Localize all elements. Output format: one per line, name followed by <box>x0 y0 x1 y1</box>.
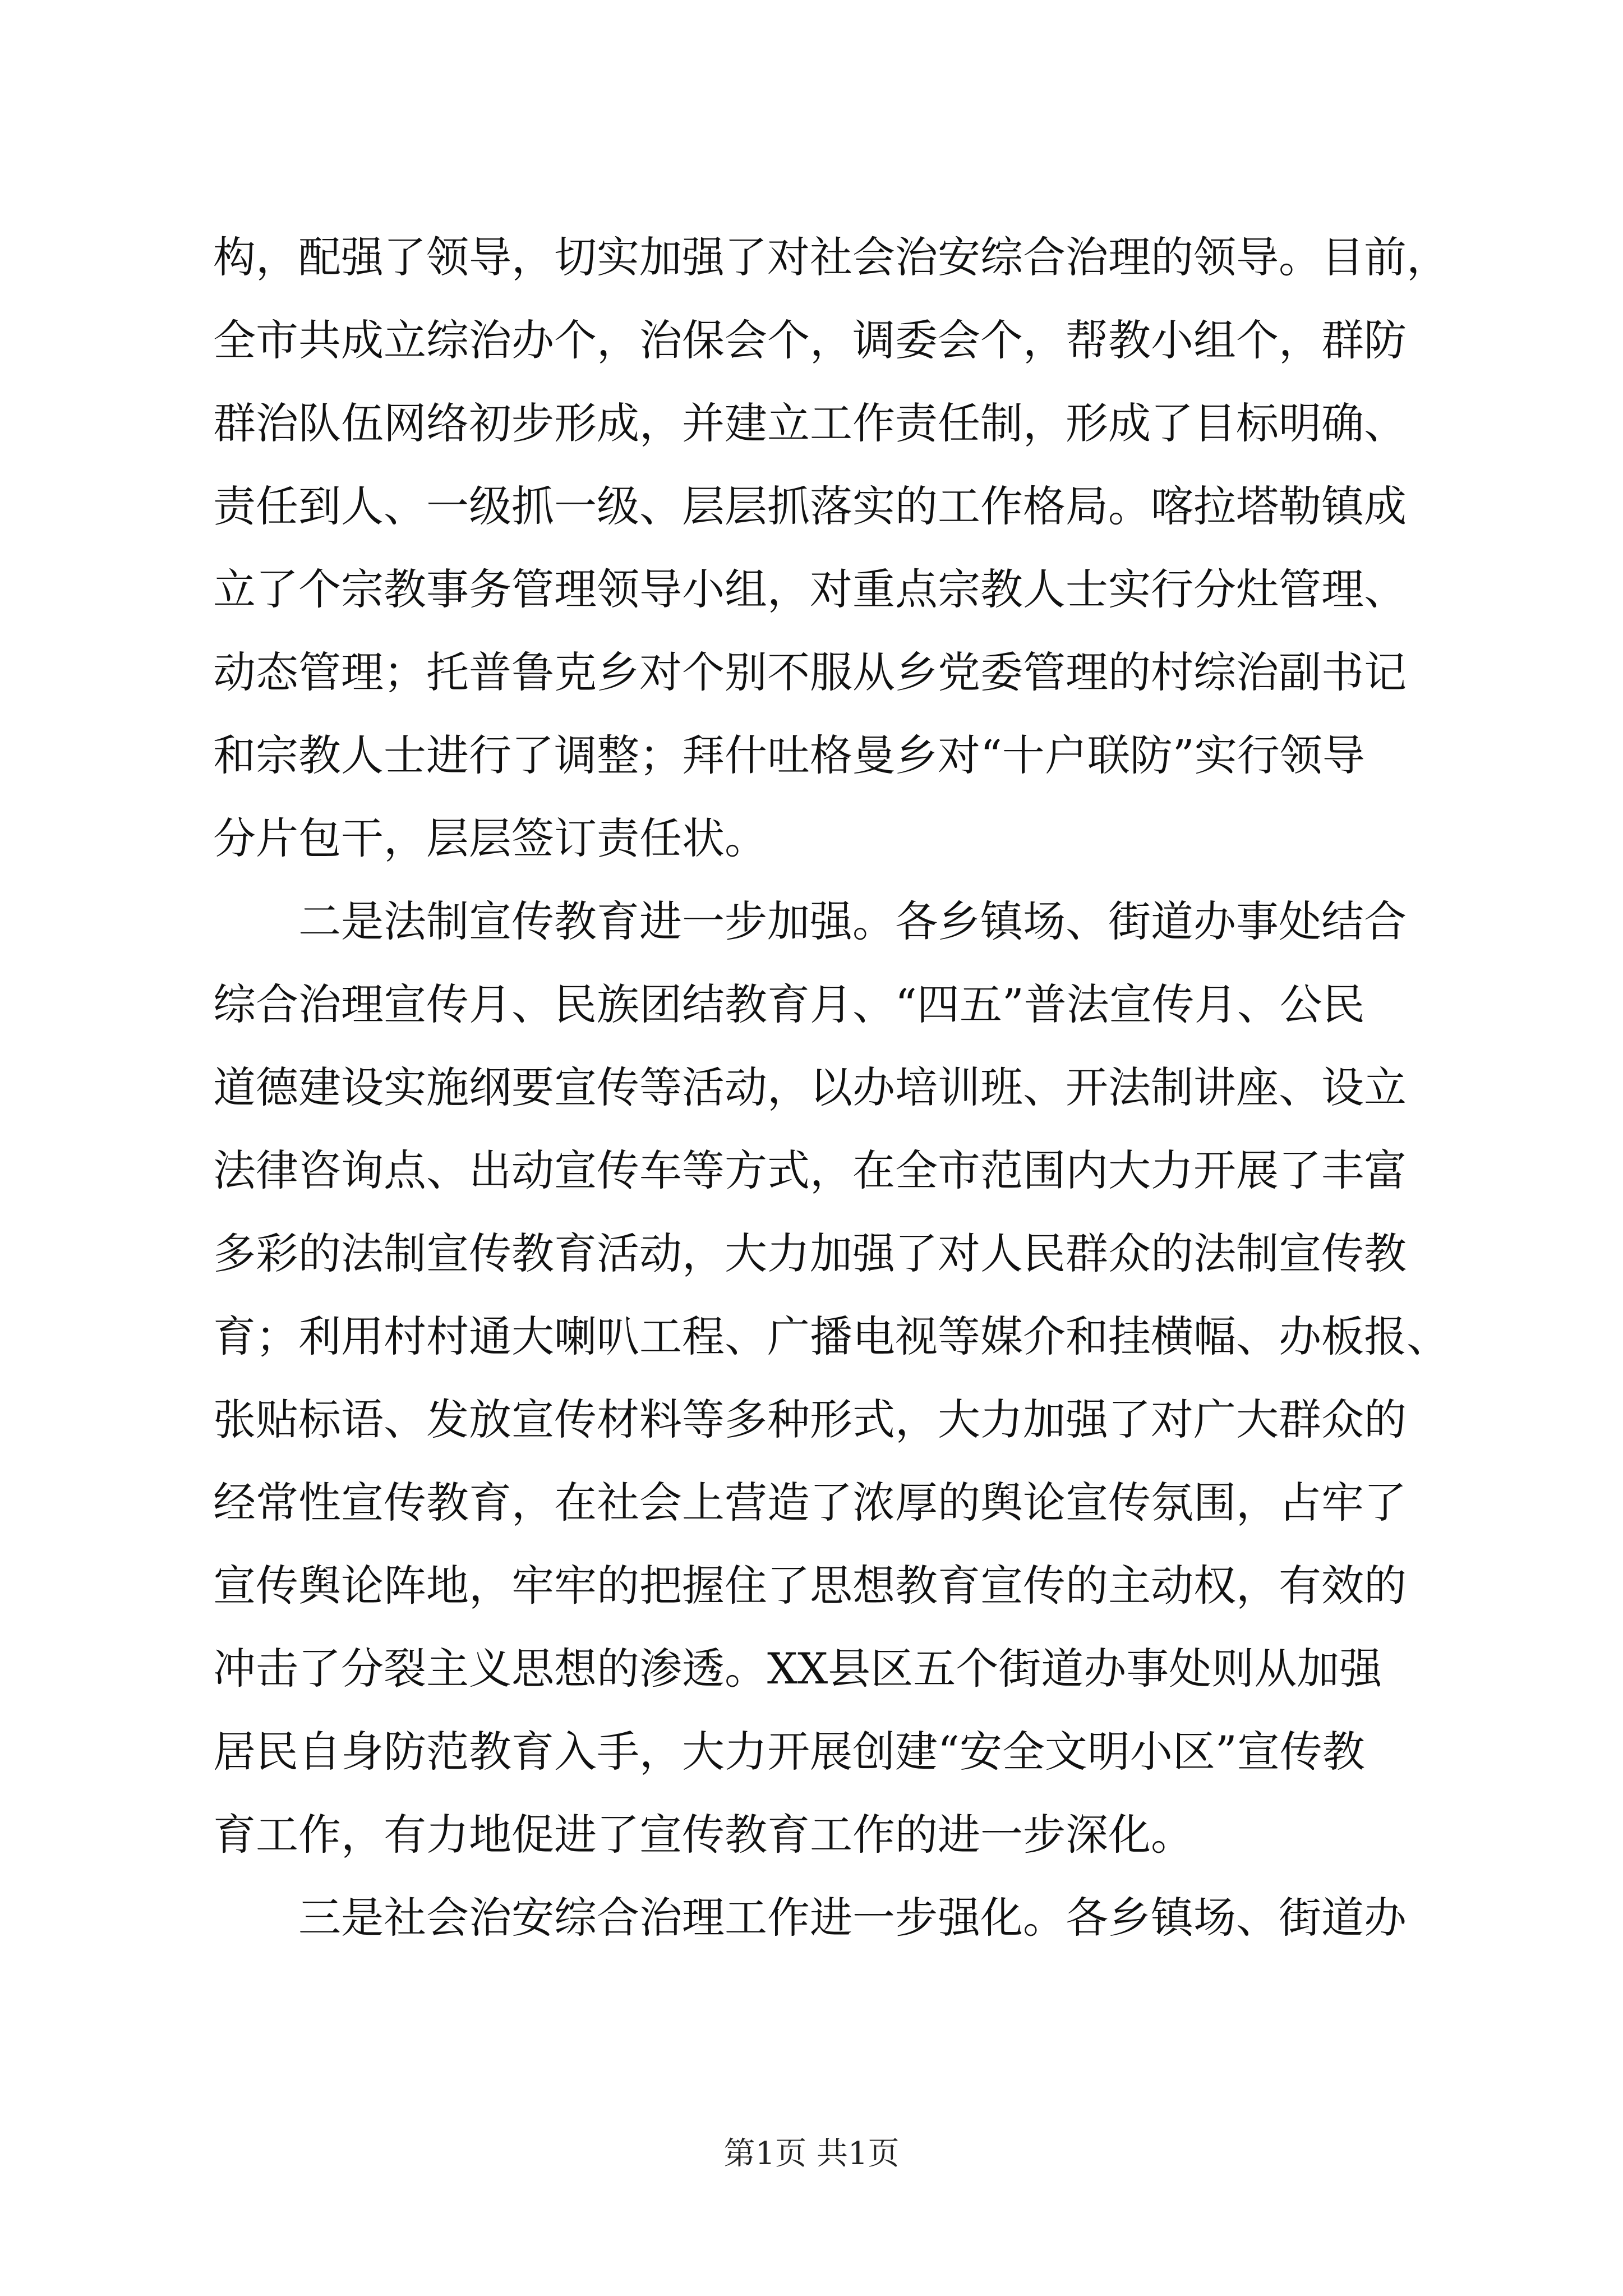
text-line: 冲击了分裂主义思想的渗透。XX县区五个街道办事处则从加强 <box>213 1644 1382 1694</box>
text-line: 育；利用村村通大喇叭工程、广播电视等媒介和挂横幅、办板报、 <box>213 1312 1449 1361</box>
document-body <box>213 216 1449 1959</box>
text-line: 法律咨询点、出动宣传车等方式，在全市范围内大力开展了丰富 <box>213 1145 1407 1195</box>
text-line: 居民自身防范教育入手，大力开展创建“安全文明小区”宣传教 <box>213 1727 1365 1777</box>
text-line: 责任到人、一级抓一级、层层抓落实的工作格局。喀拉塔勒镇成 <box>213 481 1407 531</box>
text-line: 育工作，有力地促进了宣传教育工作的进一步深化。 <box>213 1810 1193 1860</box>
text-line: 三是社会治安综合治理工作进一步强化。各乡镇场、街道办 <box>213 1893 1407 1943</box>
text-line: 分片包干，层层签订责任状。 <box>213 813 767 863</box>
text-line: 道德建设实施纲要宣传等活动，以办培训班、开法制讲座、设立 <box>213 1062 1407 1112</box>
text-line: 多彩的法制宣传教育活动，大力加强了对人民群众的法制宣传教 <box>213 1228 1407 1278</box>
text-line: 综合治理宣传月、民族团结教育月、“四五”普法宣传月、公民 <box>213 979 1365 1029</box>
text-line: 立了个宗教事务管理领导小组，对重点宗教人士实行分灶管理、 <box>213 564 1407 614</box>
text-line: 二是法制宣传教育进一步加强。各乡镇场、街道办事处结合 <box>213 896 1407 946</box>
text-line: 经常性宣传教育，在社会上营造了浓厚的舆论宣传氛围，占牢了 <box>213 1478 1407 1527</box>
text-line: 和宗教人士进行了调整；拜什吐格曼乡对“十户联防”实行领导 <box>213 730 1365 780</box>
text-line: 全市共成立综治办个，治保会个，调委会个，帮教小组个，群防 <box>213 315 1407 365</box>
text-line: 动态管理；托普鲁克乡对个别不服从乡党委管理的村综治副书记 <box>213 647 1407 697</box>
text-line: 构，配强了领导，切实加强了对社会治安综合治理的领导。目前， <box>213 232 1449 282</box>
page-footer: 第1页 共1页 <box>723 2136 900 2172</box>
text-line: 张贴标语、发放宣传材料等多种形式，大力加强了对广大群众的 <box>213 1395 1407 1444</box>
text-line: 群治队伍网络初步形成，并建立工作责任制，形成了目标明确、 <box>213 398 1407 448</box>
text-line: 宣传舆论阵地，牢牢的把握住了思想教育宣传的主动权，有效的 <box>213 1561 1407 1611</box>
